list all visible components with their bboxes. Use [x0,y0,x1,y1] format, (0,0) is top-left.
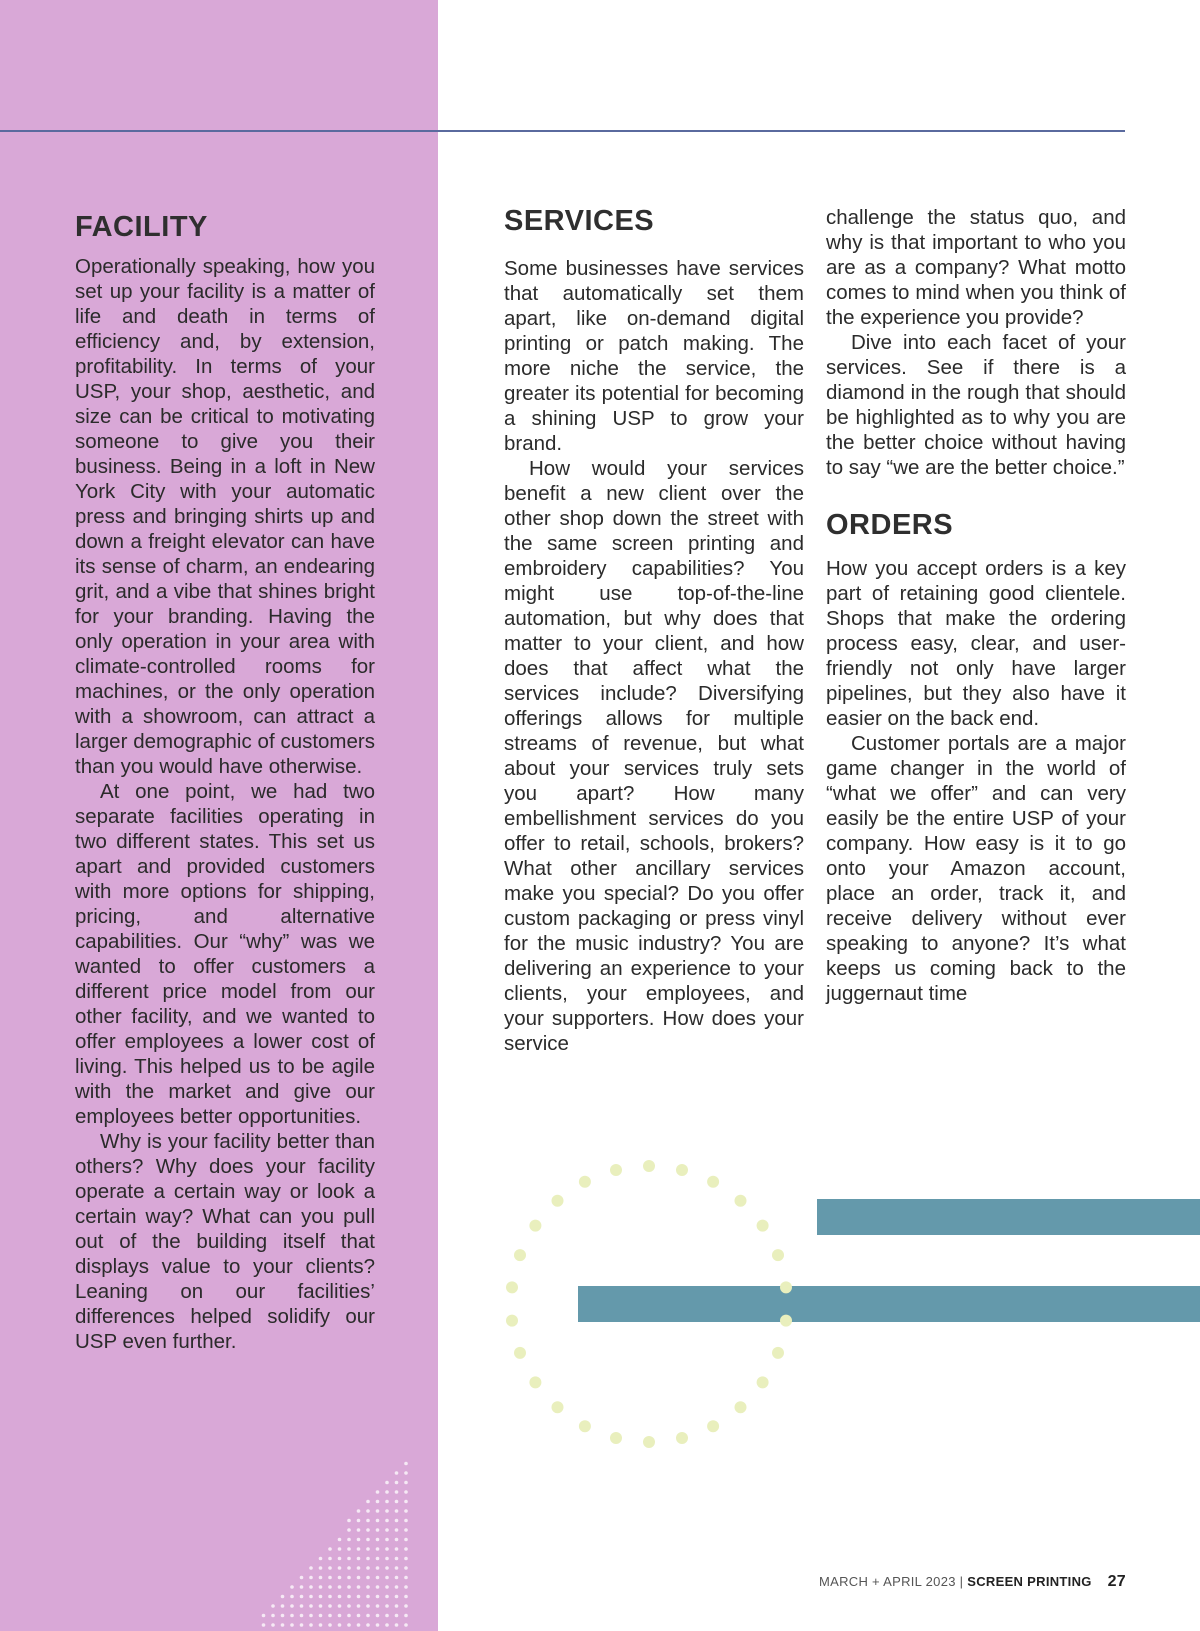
pattern-dot [366,1585,370,1589]
pattern-dot [309,1604,313,1608]
pattern-dot [300,1576,304,1580]
circle-dot [676,1164,688,1176]
circle-dot [757,1376,769,1388]
pattern-dot [376,1557,380,1561]
circle-dot [579,1420,591,1432]
pattern-dot [404,1604,408,1608]
pattern-dot [395,1595,399,1599]
pattern-dot [300,1614,304,1618]
pattern-dot [395,1557,399,1561]
pattern-dot [404,1500,408,1504]
pattern-dot [328,1547,332,1551]
pattern-dot [376,1614,380,1618]
pattern-dot [404,1462,408,1466]
pattern-dot [338,1547,342,1551]
pattern-dot [376,1547,380,1551]
pattern-dot [385,1509,389,1513]
pattern-dot [404,1509,408,1513]
pattern-dot [395,1604,399,1608]
pattern-dot [357,1604,361,1608]
pattern-dot [281,1595,285,1599]
pattern-dot [404,1481,408,1485]
pattern-dot [376,1623,380,1627]
pattern-dot [347,1566,351,1570]
pattern-dot [404,1519,408,1523]
circle-dot [529,1220,541,1232]
pattern-dot [357,1585,361,1589]
pattern-dot [395,1481,399,1485]
dot-pattern-decoration [250,1455,410,1631]
pattern-dot [404,1566,408,1570]
pattern-dot [404,1528,408,1532]
pattern-dot [357,1595,361,1599]
right-column [826,205,1126,1006]
pattern-dot [376,1528,380,1532]
pattern-dot [319,1604,323,1608]
pattern-dot [385,1566,389,1570]
pattern-dot [357,1538,361,1542]
teal-bar-upper [817,1199,1200,1235]
pattern-dot [366,1566,370,1570]
pattern-dot [300,1604,304,1608]
pattern-dot [376,1538,380,1542]
pattern-dot [376,1576,380,1580]
pattern-dot [385,1490,389,1494]
pattern-dot [404,1490,408,1494]
pattern-dot [385,1604,389,1608]
pattern-dot [338,1538,342,1542]
pattern-dot [395,1547,399,1551]
circle-dot [506,1281,518,1293]
pattern-dot [395,1500,399,1504]
circle-dot [552,1195,564,1207]
circle-dot [529,1376,541,1388]
pattern-dot [347,1528,351,1532]
pattern-dot [376,1566,380,1570]
circle-dot [780,1315,792,1327]
pattern-dot [347,1547,351,1551]
pattern-dot [271,1614,275,1618]
circle-dot [735,1195,747,1207]
pattern-dot [319,1595,323,1599]
pattern-dot [404,1576,408,1580]
pattern-dot [262,1614,266,1618]
pattern-dot [347,1604,351,1608]
pattern-dot [338,1604,342,1608]
pattern-dot [262,1623,266,1627]
pattern-dot [328,1595,332,1599]
pattern-dot [271,1623,275,1627]
pattern-dot [328,1623,332,1627]
orders-paragraph-1: How you accept orders is a key part of retaining good clientele. Shops that make the ordering process easy, clear, and user-friendly not only have larger pipelines, but they also have it easier on the back end. [826,557,1126,730]
circle-dot [552,1401,564,1413]
services-paragraph-1: Some businesses have services that automatically set them apart, like on-demand digital printing or patch making. The more niche the service, the greater its potential for becoming a shining USP to grow your brand. [504,257,804,455]
pattern-dot [290,1595,294,1599]
pattern-dot [347,1519,351,1523]
page-number: 27 [1107,1573,1126,1590]
pattern-dot [309,1585,313,1589]
pattern-dot [300,1595,304,1599]
pattern-dot [357,1566,361,1570]
facility-paragraph-3: Why is your facility better than others? Why does your facility operate a certain way or look a certain way? What can you pull out of the building itself that displays value to your clients? Leaning on our facilities’ differences helped solidify our USP even further. [75,1130,375,1353]
pattern-dot [395,1585,399,1589]
pattern-dot [395,1519,399,1523]
pattern-dot [366,1557,370,1561]
pattern-dot [338,1585,342,1589]
pattern-dot [300,1585,304,1589]
pattern-dot [385,1585,389,1589]
circle-dot [707,1176,719,1188]
pattern-dot [347,1585,351,1589]
pattern-dot [366,1595,370,1599]
pattern-dot [385,1519,389,1523]
pattern-dot [385,1528,389,1532]
pattern-dot [328,1557,332,1561]
circle-dot [735,1401,747,1413]
pattern-dot [404,1538,408,1542]
pattern-dot [357,1528,361,1532]
pattern-dot [328,1585,332,1589]
circle-dot [772,1249,784,1261]
pattern-dot [385,1595,389,1599]
pattern-dot [319,1557,323,1561]
pattern-dot [404,1614,408,1618]
pattern-dot [338,1557,342,1561]
pattern-dot [357,1509,361,1513]
circle-dot [780,1281,792,1293]
pattern-dot [376,1519,380,1523]
pattern-dot [395,1538,399,1542]
pattern-dot [385,1481,389,1485]
pattern-dot [319,1566,323,1570]
pattern-dot [338,1623,342,1627]
services-paragraph-2: How would your services benefit a new client over the other shop down the street with the same screen printing and embroidery capabilities? You might use top-of-the-line automation, but why does that matter to your client, and how does that affect what the services include? Diversifying offerings allows for multiple streams of revenue, but what about your services truly sets you apart? How many embellishment services do you offer to retail, schools, brokers? What other ancillary services make you special? Do you offer custom packaging or press vinyl for the music industry? You are delivering an experience to your clients, your employees, and your supporters. How does your service [504,457,804,1055]
circle-dot [579,1176,591,1188]
pattern-dot [357,1519,361,1523]
circle-dot [707,1420,719,1432]
pattern-dot [366,1519,370,1523]
pattern-dot [366,1623,370,1627]
pattern-dot [366,1604,370,1608]
pattern-dot [385,1500,389,1504]
pattern-dot [347,1623,351,1627]
pattern-dot [404,1557,408,1561]
pattern-dot [395,1614,399,1618]
pattern-dot [338,1566,342,1570]
circle-dot [514,1347,526,1359]
pattern-dot [376,1490,380,1494]
teal-bar-lower [578,1286,1200,1322]
pattern-dot [309,1576,313,1580]
pattern-dot [357,1547,361,1551]
pattern-dot [347,1576,351,1580]
pattern-dot [395,1566,399,1570]
pattern-dot [385,1538,389,1542]
pattern-dot [328,1604,332,1608]
pattern-dot [281,1623,285,1627]
facility-section [75,210,375,1354]
pattern-dot [404,1595,408,1599]
pattern-dot [366,1500,370,1504]
pattern-dot [300,1623,304,1627]
facility-heading: FACILITY [75,211,208,243]
circle-dot [506,1315,518,1327]
pattern-dot [290,1604,294,1608]
pattern-dot [366,1538,370,1542]
page-footer [819,1573,1126,1591]
services-continued-paragraph-2: Dive into each facet of your services. See if there is a diamond in the rough that should be highlighted as to why you are the better choice without having to say “we are the better choice.” [826,331,1126,479]
pattern-dot [357,1557,361,1561]
pattern-dot [347,1614,351,1618]
pattern-dot [281,1604,285,1608]
circle-dot [643,1160,655,1172]
pattern-dot [271,1604,275,1608]
services-continued-paragraph-1: challenge the status quo, and why is that important to who you are as a company? What motto comes to mind when you think of the experience you provide? [826,206,1126,329]
pattern-dot [395,1509,399,1513]
pattern-dot [290,1623,294,1627]
pattern-dot [309,1566,313,1570]
pattern-dot [404,1585,408,1589]
pattern-dot [385,1623,389,1627]
pattern-dot [376,1604,380,1608]
pattern-dot [376,1500,380,1504]
pattern-dot [385,1576,389,1580]
pattern-dot [395,1623,399,1627]
orders-heading: ORDERS [826,509,954,541]
pattern-dot [290,1585,294,1589]
pattern-dot [376,1509,380,1513]
pattern-dot [385,1557,389,1561]
circle-dot [514,1249,526,1261]
pattern-dot [395,1471,399,1475]
pattern-dot [347,1538,351,1542]
pattern-dot [366,1528,370,1532]
pattern-dot [395,1528,399,1532]
circle-dot [610,1164,622,1176]
pattern-dot [385,1547,389,1551]
circle-dot [676,1432,688,1444]
pattern-dot [404,1471,408,1475]
circle-dot [757,1220,769,1232]
pattern-dot [328,1576,332,1580]
pattern-dot [281,1614,285,1618]
pattern-dot [328,1614,332,1618]
pattern-dot [347,1557,351,1561]
pattern-dot [338,1576,342,1580]
facility-paragraph-2: At one point, we had two separate facilities operating in two different states. This set us apart and provided customers with more options for shipping, pricing, and alternative capabilities. Our “why” was we wanted to offer customers a different price model from our other facility, and we wanted to offer employees a lower cost of living. This helped us to be agile with the market and give our employees better opportunities. [75,780,375,1128]
pattern-dot [395,1490,399,1494]
pattern-dot [366,1614,370,1618]
magazine-name: SCREEN PRINTING [967,1574,1092,1589]
pattern-dot [357,1576,361,1580]
circle-dot [610,1432,622,1444]
pattern-dot [357,1614,361,1618]
orders-paragraph-2: Customer portals are a major game changer in the world of “what we offer” and can very easily be the entire USP of your company. How easy is it to go onto your Amazon account, place an order, track it, and receive delivery without ever speaking to anyone? It’s what keeps us coming back to the juggernaut time [826,732,1126,1005]
pattern-dot [395,1576,399,1580]
pattern-dot [357,1623,361,1627]
pattern-dot [319,1585,323,1589]
facility-paragraph-1: Operationally speaking, how you set up your facility is a matter of life and death in terms of efficiency and, by extension, profitability. In terms of your USP, your shop, aesthetic, and size can be critical to motivating someone to give you their business. Being in a loft in New York City with your automatic press and bringing shirts up and down a freight elevator can have its sense of charm, an endearing grit, and a vibe that shines bright for your branding. Having the only operation in your area with climate-controlled rooms for machines, or the only operation with a showroom, can attract a larger demographic of customers than you would have otherwise. [75,255,375,778]
services-heading: SERVICES [504,205,655,237]
pattern-dot [376,1585,380,1589]
pattern-dot [366,1547,370,1551]
pattern-dot [404,1623,408,1627]
top-rule [0,130,1125,132]
pattern-dot [309,1614,313,1618]
pattern-dot [319,1576,323,1580]
pattern-dot [347,1595,351,1599]
pattern-dot [404,1547,408,1551]
pattern-dot [319,1623,323,1627]
pattern-dot [309,1623,313,1627]
pattern-dot [338,1614,342,1618]
issue-date: MARCH + APRIL 2023 | [818,1574,964,1589]
pattern-dot [385,1614,389,1618]
pattern-dot [309,1595,313,1599]
pattern-dot [328,1566,332,1570]
pattern-dot [290,1614,294,1618]
pattern-dot [366,1509,370,1513]
pattern-dot [319,1614,323,1618]
pattern-dot [376,1595,380,1599]
pattern-dot [338,1595,342,1599]
circle-dot [772,1347,784,1359]
circle-dot [643,1436,655,1448]
pattern-dot [366,1576,370,1580]
services-section [504,204,804,1056]
